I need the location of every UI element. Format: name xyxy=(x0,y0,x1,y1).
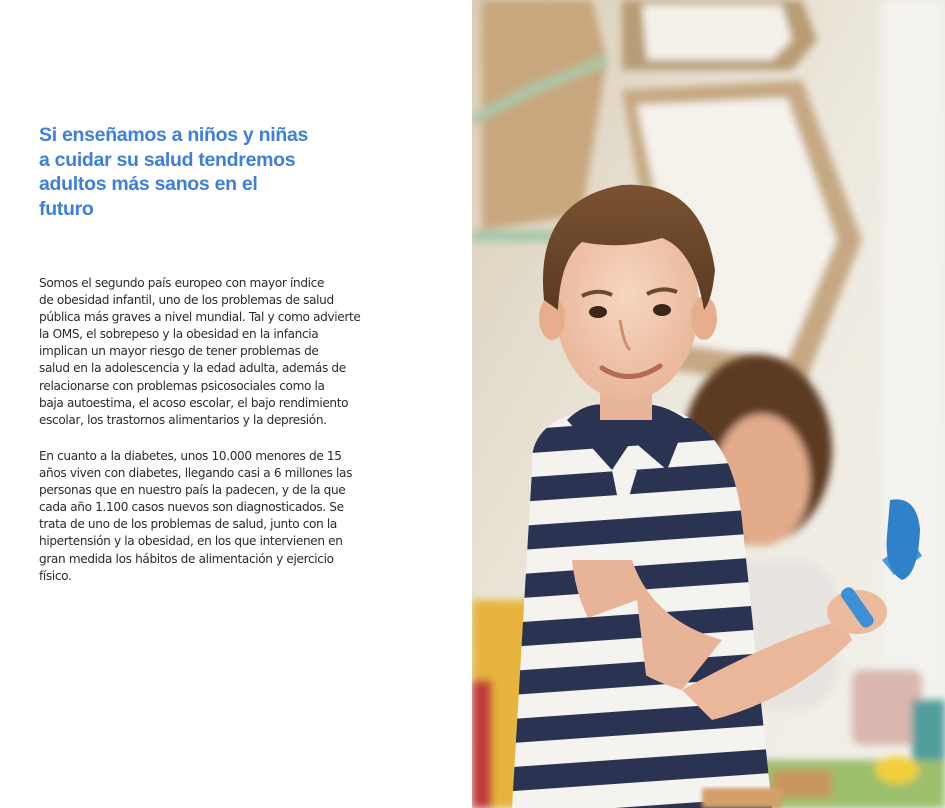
paragraph-line: de obesidad infantil, uno de los problemas de salud xyxy=(39,293,334,308)
paragraph-line: años viven con diabetes, llegando casi a 6 millones las xyxy=(39,466,353,481)
paragraph-line: hipertensión y la obesidad, en los que intervienen en xyxy=(39,534,343,549)
text-column xyxy=(0,0,472,808)
paragraph-line: implican un mayor riesgo de tener problemas de xyxy=(39,344,319,359)
child-photo xyxy=(472,0,945,808)
headline-line: futuro xyxy=(39,197,94,220)
paragraph-line: relacionarse con problemas psicosociales como la xyxy=(39,378,325,393)
paragraph-obesity xyxy=(39,275,429,429)
paragraph-line: baja autoestima, el acoso escolar, el bajo rendimiento xyxy=(39,395,349,410)
paragraph-line: gran medida los hábitos de alimentación y ejercicio xyxy=(39,551,334,566)
paragraph-diabetes xyxy=(39,448,429,585)
paragraph-line: escolar, los trastornos alimentarios y la depresión. xyxy=(39,412,327,427)
headline-line: Si enseñamos a niños y niñas xyxy=(39,124,309,146)
paragraph-line: cada año 1.100 casos nuevos son diagnosticados. Se xyxy=(39,500,344,515)
paragraph-line: personas que en nuestro país la padecen, y de la que xyxy=(39,483,346,498)
paragraph-line: pública más graves a nivel mundial. Tal y como advierte xyxy=(39,310,361,325)
toy-blocks xyxy=(702,788,782,808)
paragraph-line: trata de uno de los problemas de salud, junto con la xyxy=(39,517,337,532)
paragraph-line: la OMS, el sobrepeso y la obesidad en la infancia xyxy=(39,327,319,342)
headline xyxy=(39,123,339,221)
paragraph-line: físico. xyxy=(39,568,72,583)
paragraph-line: Somos el segundo país europeo con mayor índice xyxy=(39,276,325,290)
headline-line: adultos más sanos en el xyxy=(39,173,258,195)
paragraph-line: salud en la adolescencia y la edad adulta, además de xyxy=(39,361,346,376)
paragraph-line: En cuanto a la diabetes, unos 10.000 menores de 15 xyxy=(39,449,342,463)
headline-line: a cuidar su salud tendremos xyxy=(39,148,296,171)
